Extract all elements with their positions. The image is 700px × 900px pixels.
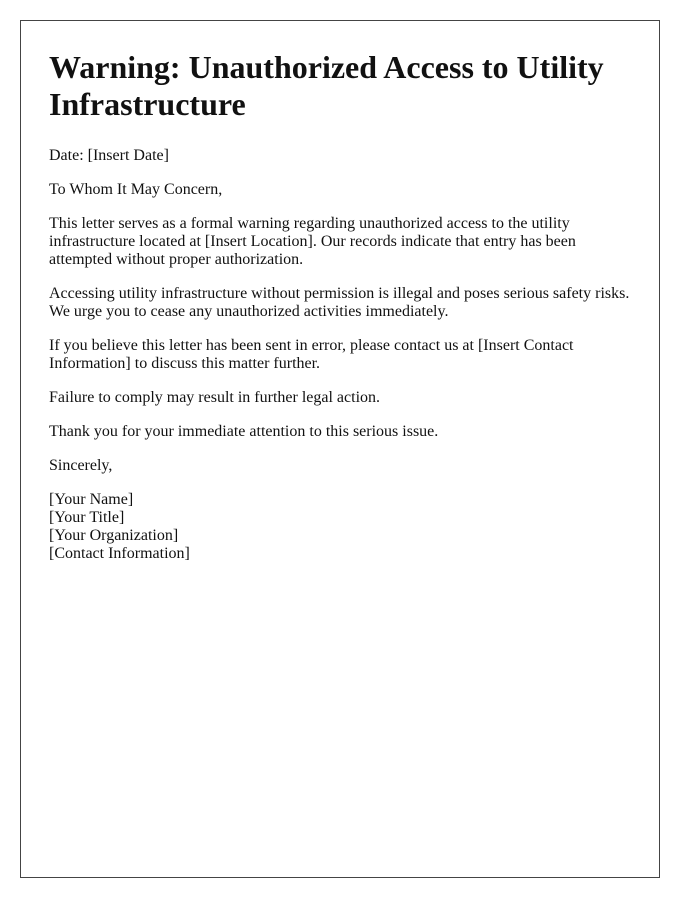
signature-contact: [Contact Information] xyxy=(49,545,190,562)
letter-paragraph: This letter serves as a formal warning regarding unauthorized access to the utility infrastructure located at [Insert Location]. Our records indicate that entry has been attempted without proper authorization. xyxy=(49,215,576,268)
signature-name: [Your Name] xyxy=(49,491,134,508)
letter-paragraph: Accessing utility infrastructure without permission is illegal and poses serious safety risks. We urge you to cease any unauthorized activities immediately. xyxy=(49,285,630,320)
letter-page xyxy=(20,20,660,878)
letter-title: Warning: Unauthorized Access to Utility Infrastructure xyxy=(49,49,604,122)
letter-content xyxy=(49,49,639,563)
letter-closing: Sincerely, xyxy=(49,457,113,474)
letter-paragraph: Thank you for your immediate attention to this serious issue. xyxy=(49,423,439,440)
signature-block xyxy=(49,491,639,563)
letter-date: Date: [Insert Date] xyxy=(49,147,169,164)
letter-paragraph: Failure to comply may result in further legal action. xyxy=(49,389,381,406)
signature-title: [Your Title] xyxy=(49,509,125,526)
letter-salutation: To Whom It May Concern, xyxy=(49,181,223,198)
letter-paragraph: If you believe this letter has been sent in error, please contact us at [Insert Contact Information] to discuss this matter further. xyxy=(49,337,574,372)
signature-organization: [Your Organization] xyxy=(49,527,179,544)
